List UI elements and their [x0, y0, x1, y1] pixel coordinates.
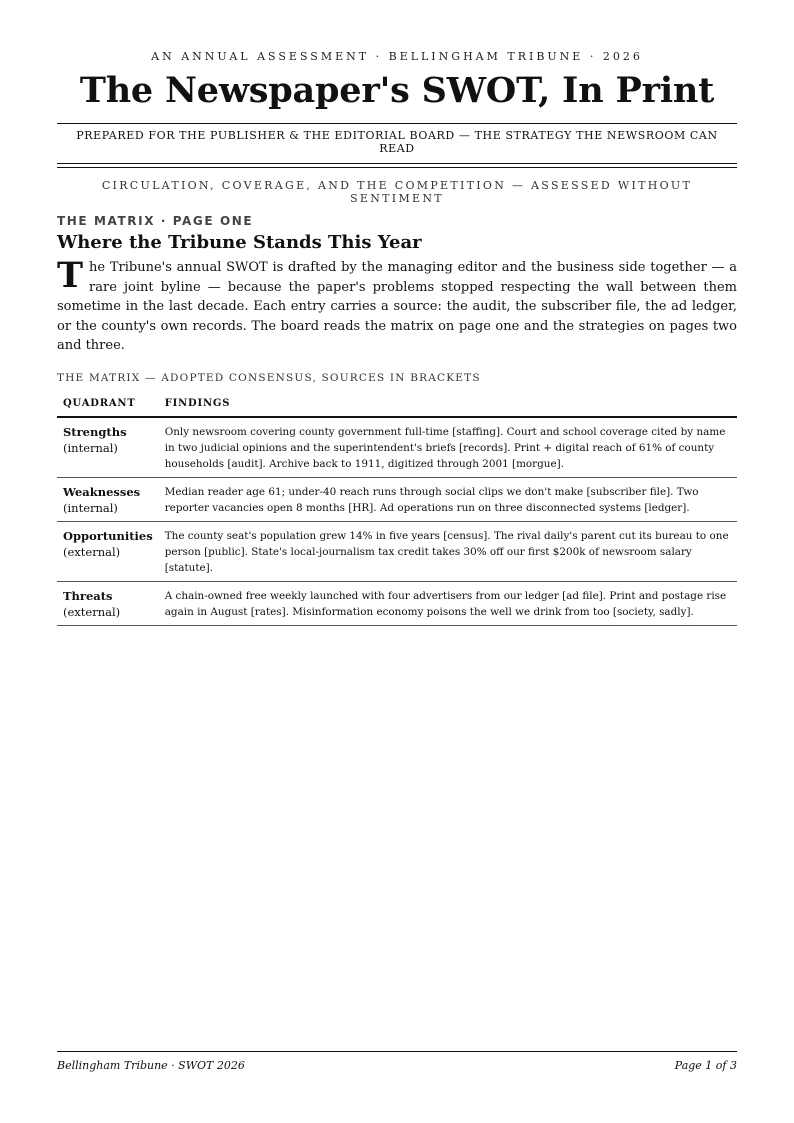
findings-cell: Only newsroom covering county government full-time [staffing]. Court and school coverage cited by name in two judicial opinions and the superintendent's briefs [records]. Print + digital reach of 61% of county households [audit]. Archive back to 1911, digitized through 2001 [morgue]. — [159, 417, 737, 478]
quadrant-scope: (internal) — [63, 440, 118, 455]
quadrant-scope: (internal) — [63, 500, 118, 515]
page-footer — [57, 1051, 737, 1072]
table-header-row — [57, 394, 737, 417]
column-header-quadrant: QUADRANT — [57, 394, 159, 417]
table-row — [57, 521, 737, 581]
quadrant-scope: (external) — [63, 544, 121, 559]
matrix-caption: THE MATRIX — ADOPTED CONSENSUS, SOURCES IN BRACKETS — [57, 371, 481, 384]
swot-matrix-table — [57, 394, 737, 626]
double-rule-divider — [57, 163, 737, 168]
document-page — [57, 0, 737, 626]
quadrant-cell — [57, 417, 159, 478]
column-header-findings: FINDINGS — [159, 394, 737, 417]
table-row — [57, 477, 737, 521]
section-title: Where the Tribune Stands This Year — [57, 232, 422, 254]
findings-cell: The county seat's population grew 14% in five years [census]. The rival daily's parent cut its bureau to one person [public]. State's local-journalism tax credit takes 30% off our first $200k of newsroom salary [statute]. — [159, 521, 737, 581]
table-row — [57, 581, 737, 625]
quadrant-name: Threats — [63, 588, 113, 603]
page-subtitle: CIRCULATION, COVERAGE, AND THE COMPETITION — ASSESSED WITHOUT SENTIMENT — [101, 179, 693, 206]
page-title: The Newspaper's SWOT, In Print — [79, 70, 715, 111]
quadrant-name: Strengths — [63, 424, 127, 439]
table-row — [57, 417, 737, 478]
quadrant-cell — [57, 581, 159, 625]
section-label: THE MATRIX · PAGE ONE — [57, 214, 254, 229]
quadrant-cell — [57, 521, 159, 581]
quadrant-name: Opportunities — [63, 528, 153, 543]
quadrant-scope: (external) — [63, 604, 121, 619]
footer-publication: Bellingham Tribune · SWOT 2026 — [57, 1059, 245, 1072]
quadrant-cell — [57, 477, 159, 521]
findings-cell: Median reader age 61; under-40 reach runs through social clips we don't make [subscriber file]. Two reporter vacancies open 8 months [HR]. Ad operations run on three disconnected systems [ledger]. — [159, 477, 737, 521]
intro-text: he Tribune's annual SWOT is drafted by the managing editor and the business side together — a rare joint byline — because the paper's problems stopped respecting the wall between them sometime in the last decade. Each entry carries a source: the audit, the subscriber file, the ad ledger, or the county's own records. The board reads the matrix on page one and the strategies on pages two and three. — [57, 260, 737, 354]
drop-cap: T — [57, 255, 84, 297]
header-kicker: AN ANNUAL ASSESSMENT · BELLINGHAM TRIBUNE · 2026 — [151, 50, 643, 63]
intro-paragraph — [57, 255, 737, 356]
findings-cell: A chain-owned free weekly launched with four advertisers from our ledger [ad file]. Print and postage rise again in August [rates]. Misinformation economy poisons the well we drink from too [society, sadly]. — [159, 581, 737, 625]
quadrant-name: Weaknesses — [63, 484, 141, 499]
prepared-for-line: PREPARED FOR THE PUBLISHER & THE EDITORIAL BOARD — THE STRATEGY THE NEWSROOM CAN READ — [57, 123, 737, 155]
footer-page-number: Page 1 of 3 — [674, 1059, 737, 1072]
